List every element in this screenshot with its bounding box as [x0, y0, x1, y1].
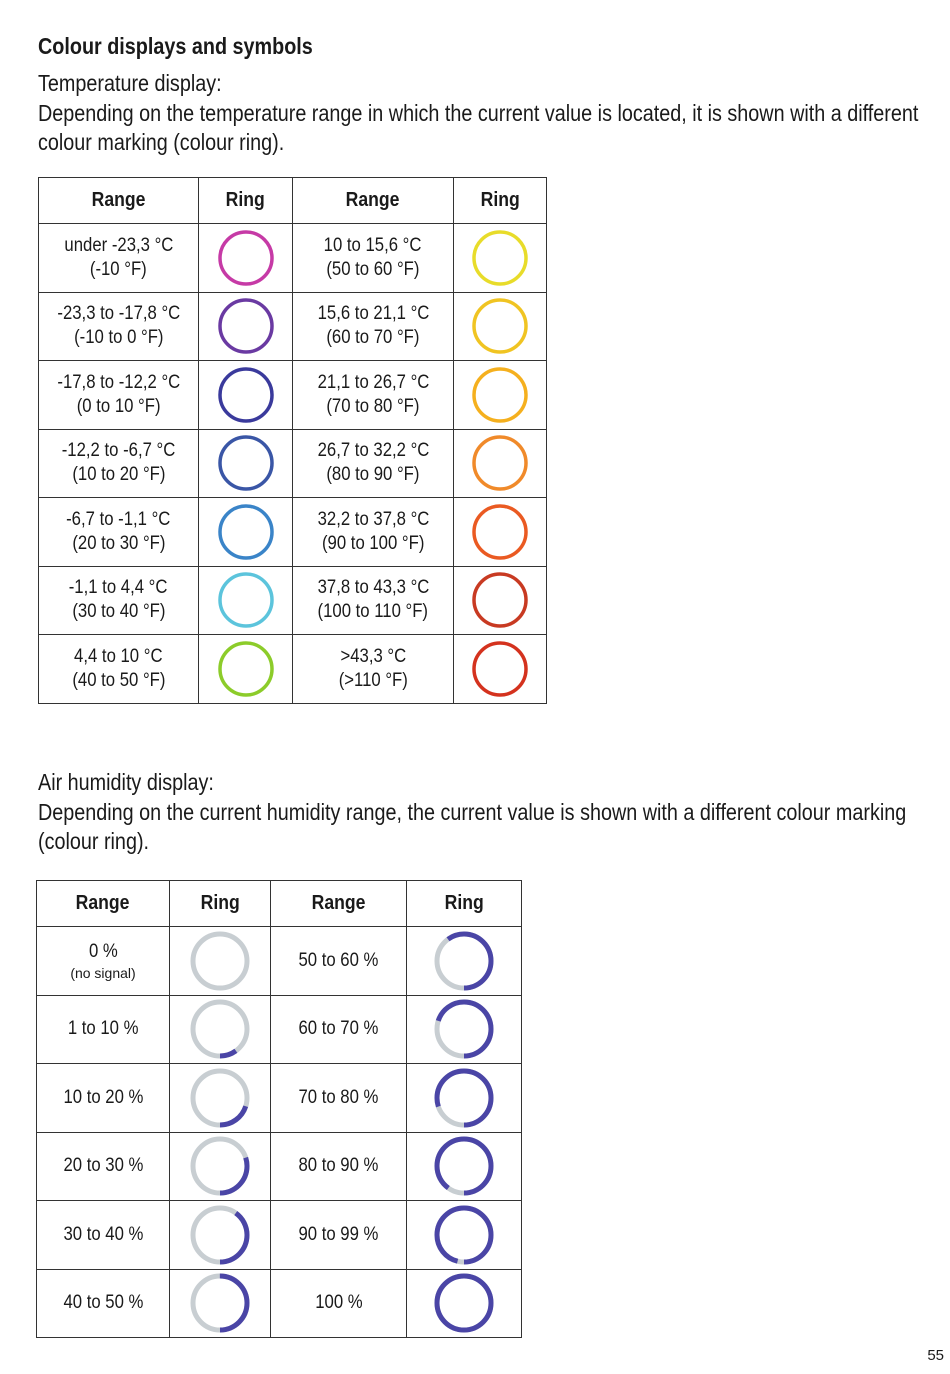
- range-value: 0 %: [88, 940, 118, 962]
- table-row: [39, 224, 547, 293]
- colour-ring-icon: [470, 296, 530, 356]
- ring-fill: [437, 1208, 491, 1262]
- ring-cell: [199, 635, 293, 704]
- ring-stroke: [220, 232, 272, 284]
- colour-ring-icon: [216, 639, 276, 699]
- range-note: (no signal): [70, 964, 136, 981]
- range-cell: [293, 498, 454, 567]
- colour-ring-icon: [470, 639, 530, 699]
- colour-ring-icon: [470, 502, 530, 562]
- range-fahrenheit: (20 to 30 °F): [71, 532, 166, 554]
- ring-cell: [407, 995, 522, 1064]
- table-row: [37, 1269, 522, 1338]
- range-celsius: -12,2 to -6,7 °C: [61, 440, 176, 462]
- range-fahrenheit: (50 to 60 °F): [326, 258, 420, 280]
- ring-cell: [199, 566, 293, 635]
- range-value: 90 to 99 %: [298, 1223, 379, 1245]
- ring-stroke: [220, 437, 272, 489]
- colour-ring-icon: [470, 570, 530, 630]
- ring-cell: [454, 224, 547, 293]
- ring-stroke: [220, 369, 272, 421]
- range-celsius: 37,8 to 43,3 °C: [317, 577, 429, 599]
- ring-stroke: [220, 300, 272, 352]
- page-number: 55: [927, 1347, 944, 1364]
- range-cell: [39, 224, 199, 293]
- ring-stroke: [474, 643, 526, 695]
- range-cell: [271, 1201, 407, 1270]
- ring-cell: [199, 361, 293, 430]
- ring-cell: [454, 566, 547, 635]
- ring-cell: [199, 498, 293, 567]
- range-cell: [39, 429, 199, 498]
- colour-ring-icon: [470, 433, 530, 493]
- ring-stroke: [220, 506, 272, 558]
- colour-ring-icon: [470, 365, 530, 425]
- ring-cell: [199, 292, 293, 361]
- humidity-ring-icon: [189, 930, 251, 992]
- range-cell: [37, 1201, 170, 1270]
- range-cell: [37, 1064, 170, 1133]
- ring-stroke: [474, 300, 526, 352]
- range-celsius: 15,6 to 21,1 °C: [317, 303, 429, 325]
- humidity-ring-icon: [433, 1204, 495, 1266]
- ring-cell: [170, 1064, 271, 1133]
- table-row: [39, 498, 547, 567]
- ring-track: [193, 934, 247, 988]
- humidity-ring-icon: [189, 1135, 251, 1197]
- humidity-ring-icon: [433, 1067, 495, 1129]
- colour-ring-icon: [216, 296, 276, 356]
- ring-stroke: [474, 369, 526, 421]
- header-ring: Ring: [407, 881, 522, 927]
- range-value: 40 to 50 %: [63, 1292, 143, 1314]
- range-cell: [37, 927, 170, 996]
- range-cell: [293, 635, 454, 704]
- ring-fill: [437, 1276, 491, 1330]
- range-fahrenheit: (100 to 110 °F): [317, 601, 429, 623]
- ring-cell: [199, 429, 293, 498]
- range-cell: [293, 429, 454, 498]
- humidity-ring-icon: [189, 1204, 251, 1266]
- range-cell: [39, 566, 199, 635]
- header-range: Range: [271, 881, 407, 927]
- range-celsius: 32,2 to 37,8 °C: [317, 508, 429, 530]
- humidity-ring-icon: [189, 1067, 251, 1129]
- humidity-ring-icon: [433, 930, 495, 992]
- range-fahrenheit: (40 to 50 °F): [71, 669, 166, 691]
- range-celsius: >43,3 °C: [340, 645, 406, 667]
- range-celsius: -6,7 to -1,1 °C: [66, 508, 171, 530]
- range-celsius: 26,7 to 32,2 °C: [317, 440, 429, 462]
- range-celsius: under -23,3 °C: [64, 234, 173, 256]
- section-title: Colour displays and symbols: [38, 33, 313, 59]
- ring-stroke: [220, 643, 272, 695]
- humidity-ring-icon: [433, 998, 495, 1060]
- range-value: 70 to 80 %: [298, 1086, 379, 1108]
- range-fahrenheit: (60 to 70 °F): [326, 327, 420, 349]
- header-ring: Ring: [199, 178, 293, 224]
- range-fahrenheit: (>110 °F): [338, 669, 408, 691]
- ring-cell: [454, 361, 547, 430]
- range-celsius: 10 to 15,6 °C: [324, 234, 422, 256]
- table-row: [39, 292, 547, 361]
- ring-stroke: [474, 437, 526, 489]
- ring-cell: [454, 429, 547, 498]
- range-fahrenheit: (-10 to 0 °F): [73, 327, 164, 349]
- ring-stroke: [220, 574, 272, 626]
- range-cell: [39, 635, 199, 704]
- table-row: [39, 429, 547, 498]
- range-value: 10 to 20 %: [63, 1086, 143, 1108]
- humidity-heading: Air humidity display:: [38, 769, 214, 795]
- ring-cell: [170, 1269, 271, 1338]
- header-range: Range: [37, 881, 170, 927]
- humidity-ring-icon: [433, 1135, 495, 1197]
- header-range: Range: [39, 178, 199, 224]
- range-value: 50 to 60 %: [298, 949, 379, 971]
- colour-ring-icon: [216, 365, 276, 425]
- table-row: [37, 995, 522, 1064]
- range-fahrenheit: (0 to 10 °F): [76, 395, 161, 417]
- range-cell: [293, 292, 454, 361]
- humidity-ring-icon: [189, 998, 251, 1060]
- header-ring: Ring: [170, 881, 271, 927]
- range-fahrenheit: (-10 °F): [90, 258, 147, 280]
- ring-cell: [454, 292, 547, 361]
- range-fahrenheit: (90 to 100 °F): [321, 532, 425, 554]
- range-value: 1 to 10 %: [67, 1018, 139, 1040]
- colour-ring-icon: [216, 570, 276, 630]
- humidity-ring-table: [36, 880, 522, 1338]
- humidity-ring-icon: [189, 1272, 251, 1334]
- ring-cell: [407, 927, 522, 996]
- colour-ring-icon: [216, 433, 276, 493]
- temperature-heading: Temperature display:: [38, 70, 222, 96]
- range-cell: [39, 498, 199, 567]
- range-value: 30 to 40 %: [63, 1223, 143, 1245]
- table-row: [39, 566, 547, 635]
- table-row: [37, 1064, 522, 1133]
- table-row: [37, 1132, 522, 1201]
- ring-cell: [454, 498, 547, 567]
- range-cell: [293, 566, 454, 635]
- temperature-ring-table: [38, 177, 547, 704]
- range-cell: [37, 995, 170, 1064]
- range-cell: [37, 1132, 170, 1201]
- range-fahrenheit: (10 to 20 °F): [71, 464, 166, 486]
- ring-cell: [407, 1269, 522, 1338]
- range-celsius: -23,3 to -17,8 °C: [57, 303, 180, 325]
- table-row: [37, 927, 522, 996]
- range-cell: [271, 1269, 407, 1338]
- table-row: [39, 361, 547, 430]
- range-cell: [293, 361, 454, 430]
- header-ring: Ring: [454, 178, 547, 224]
- range-value: 60 to 70 %: [298, 1018, 379, 1040]
- range-celsius: 4,4 to 10 °C: [74, 645, 163, 667]
- range-value: 100 %: [314, 1292, 363, 1314]
- range-cell: [39, 292, 199, 361]
- humidity-ring-icon: [433, 1272, 495, 1334]
- colour-ring-icon: [470, 228, 530, 288]
- range-celsius: -17,8 to -12,2 °C: [57, 371, 180, 393]
- ring-cell: [170, 1132, 271, 1201]
- ring-fill: [437, 1139, 491, 1193]
- temperature-description: Depending on the temperature range in which the current value is located, it is shown with a different colour marking (colour ring).: [38, 100, 919, 155]
- ring-stroke: [474, 506, 526, 558]
- table-row: [39, 635, 547, 704]
- range-fahrenheit: (70 to 80 °F): [326, 395, 420, 417]
- ring-cell: [407, 1132, 522, 1201]
- ring-cell: [407, 1064, 522, 1133]
- ring-cell: [170, 927, 271, 996]
- range-cell: [37, 1269, 170, 1338]
- colour-ring-icon: [216, 228, 276, 288]
- ring-cell: [199, 224, 293, 293]
- range-celsius: -1,1 to 4,4 °C: [69, 577, 168, 599]
- range-value: 20 to 30 %: [63, 1155, 143, 1177]
- header-range: Range: [293, 178, 454, 224]
- range-cell: [39, 361, 199, 430]
- range-cell: [271, 1064, 407, 1133]
- ring-cell: [454, 635, 547, 704]
- range-cell: [271, 927, 407, 996]
- colour-ring-icon: [216, 502, 276, 562]
- range-value: 80 to 90 %: [298, 1155, 379, 1177]
- ring-cell: [170, 995, 271, 1064]
- table-row: [37, 1201, 522, 1270]
- range-cell: [271, 1132, 407, 1201]
- ring-stroke: [474, 574, 526, 626]
- humidity-description: Depending on the current humidity range, the current value is shown with a different colour marking (colour ring).: [38, 799, 907, 854]
- ring-track: [193, 1002, 247, 1056]
- range-celsius: 21,1 to 26,7 °C: [317, 371, 429, 393]
- range-cell: [293, 224, 454, 293]
- range-fahrenheit: (80 to 90 °F): [326, 464, 420, 486]
- range-fahrenheit: (30 to 40 °F): [71, 601, 166, 623]
- ring-cell: [407, 1201, 522, 1270]
- range-cell: [271, 995, 407, 1064]
- ring-stroke: [474, 232, 526, 284]
- ring-cell: [170, 1201, 271, 1270]
